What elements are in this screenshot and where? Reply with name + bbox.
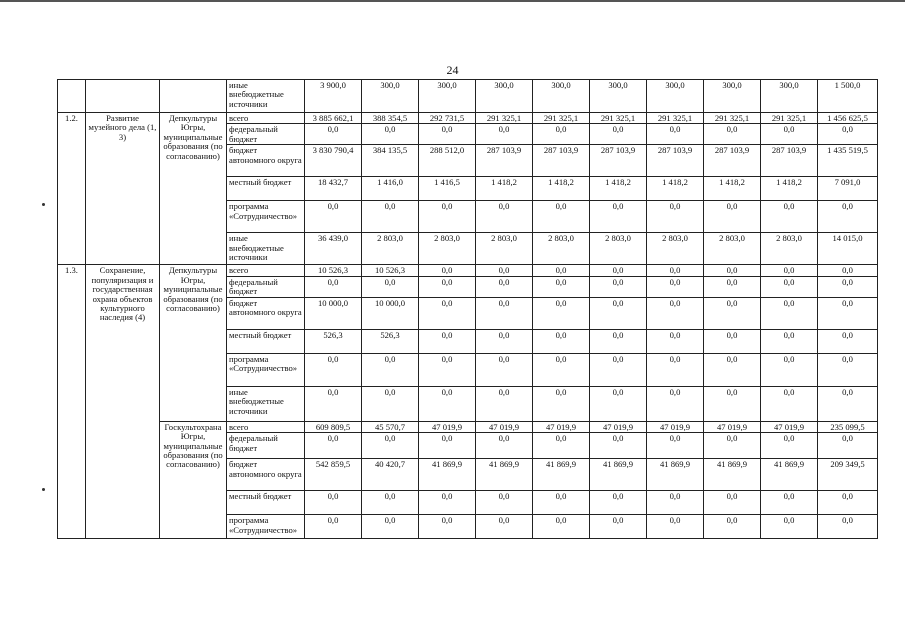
value-cell: 14 015,0 xyxy=(818,233,878,265)
value-cell: 10 000,0 xyxy=(305,297,362,329)
value-cell: 1 418,2 xyxy=(647,177,704,201)
value-cell: 0,0 xyxy=(761,491,818,515)
value-cell: 1 418,2 xyxy=(761,177,818,201)
value-cell: 0,0 xyxy=(476,433,533,459)
value-cell: 0,0 xyxy=(362,124,419,145)
source-label-cell: программа «Сотрудничество» xyxy=(227,201,305,233)
table-row xyxy=(58,113,878,124)
value-cell: 0,0 xyxy=(533,329,590,353)
value-cell: 0,0 xyxy=(761,124,818,145)
row-header-cell: Развитие музейного дела (1, 3) xyxy=(86,113,160,265)
value-cell: 0,0 xyxy=(362,353,419,386)
value-cell: 1 418,2 xyxy=(476,177,533,201)
value-cell: 0,0 xyxy=(704,276,761,297)
value-cell: 0,0 xyxy=(761,329,818,353)
value-cell: 0,0 xyxy=(590,265,647,276)
value-cell: 0,0 xyxy=(362,386,419,421)
source-label-cell: местный бюджет xyxy=(227,329,305,353)
value-cell: 526,3 xyxy=(362,329,419,353)
value-cell: 0,0 xyxy=(533,386,590,421)
value-cell: 0,0 xyxy=(305,353,362,386)
source-label-cell: программа «Сотрудничество» xyxy=(227,515,305,539)
value-cell: 41 869,9 xyxy=(761,459,818,491)
value-cell: 291 325,1 xyxy=(476,113,533,124)
value-cell: 0,0 xyxy=(419,201,476,233)
value-cell: 0,0 xyxy=(818,515,878,539)
value-cell: 2 803,0 xyxy=(419,233,476,265)
value-cell: 287 103,9 xyxy=(533,145,590,177)
source-label-cell: программа «Сотрудничество» xyxy=(227,353,305,386)
value-cell: 292 731,5 xyxy=(419,113,476,124)
value-cell: 287 103,9 xyxy=(704,145,761,177)
value-cell: 287 103,9 xyxy=(647,145,704,177)
value-cell: 0,0 xyxy=(419,386,476,421)
value-cell: 300,0 xyxy=(476,80,533,113)
table-row xyxy=(58,265,878,276)
value-cell: 0,0 xyxy=(362,276,419,297)
table-row xyxy=(58,421,878,432)
value-cell: 0,0 xyxy=(818,276,878,297)
value-cell: 0,0 xyxy=(533,353,590,386)
value-cell: 0,0 xyxy=(590,329,647,353)
value-cell: 0,0 xyxy=(305,276,362,297)
value-cell: 0,0 xyxy=(419,515,476,539)
value-cell: 0,0 xyxy=(419,353,476,386)
value-cell: 0,0 xyxy=(419,329,476,353)
page-number: 24 xyxy=(446,63,459,77)
value-cell: 0,0 xyxy=(533,433,590,459)
value-cell: 0,0 xyxy=(590,353,647,386)
value-cell: 0,0 xyxy=(533,201,590,233)
value-cell: 388 354,5 xyxy=(362,113,419,124)
value-cell: 0,0 xyxy=(476,329,533,353)
value-cell: 2 803,0 xyxy=(704,233,761,265)
row-header-cell: Депкультуры Югры, муниципальные образования (по согласованию) xyxy=(160,265,227,421)
value-cell: 0,0 xyxy=(704,265,761,276)
value-cell: 0,0 xyxy=(419,491,476,515)
value-cell: 47 019,9 xyxy=(590,421,647,432)
value-cell: 0,0 xyxy=(590,515,647,539)
value-cell: 287 103,9 xyxy=(761,145,818,177)
value-cell: 300,0 xyxy=(362,80,419,113)
value-cell: 0,0 xyxy=(704,491,761,515)
value-cell: 0,0 xyxy=(476,201,533,233)
row-header-cell: Сохранение, популяризация и государственная охрана объектов культурного наследия (4) xyxy=(86,265,160,539)
value-cell: 41 869,9 xyxy=(533,459,590,491)
value-cell: 2 803,0 xyxy=(590,233,647,265)
value-cell: 0,0 xyxy=(647,265,704,276)
value-cell: 10 526,3 xyxy=(362,265,419,276)
value-cell: 47 019,9 xyxy=(533,421,590,432)
value-cell: 209 349,5 xyxy=(818,459,878,491)
value-cell: 300,0 xyxy=(761,80,818,113)
value-cell: 0,0 xyxy=(761,386,818,421)
value-cell: 0,0 xyxy=(590,201,647,233)
value-cell: 2 803,0 xyxy=(761,233,818,265)
value-cell: 41 869,9 xyxy=(419,459,476,491)
value-cell: 0,0 xyxy=(533,265,590,276)
table-body xyxy=(58,80,878,539)
value-cell: 1 418,2 xyxy=(704,177,761,201)
value-cell: 0,0 xyxy=(647,491,704,515)
value-cell: 1 418,2 xyxy=(533,177,590,201)
value-cell: 47 019,9 xyxy=(419,421,476,432)
value-cell: 0,0 xyxy=(818,124,878,145)
row-header-cell xyxy=(86,80,160,113)
value-cell: 0,0 xyxy=(533,124,590,145)
value-cell: 0,0 xyxy=(305,201,362,233)
value-cell: 0,0 xyxy=(305,124,362,145)
value-cell: 291 325,1 xyxy=(704,113,761,124)
row-header-cell: Депкультуры Югры, муниципальные образования (по согласованию) xyxy=(160,113,227,265)
value-cell: 47 019,9 xyxy=(476,421,533,432)
value-cell: 0,0 xyxy=(647,353,704,386)
value-cell: 542 859,5 xyxy=(305,459,362,491)
value-cell: 0,0 xyxy=(761,297,818,329)
value-cell: 0,0 xyxy=(590,276,647,297)
source-label-cell: всего xyxy=(227,265,305,276)
value-cell: 0,0 xyxy=(704,329,761,353)
source-label-cell: иные внебюджетные источники xyxy=(227,233,305,265)
value-cell: 2 803,0 xyxy=(476,233,533,265)
value-cell: 0,0 xyxy=(818,201,878,233)
value-cell: 0,0 xyxy=(362,515,419,539)
row-header-cell xyxy=(58,80,86,113)
value-cell: 0,0 xyxy=(533,297,590,329)
value-cell: 0,0 xyxy=(818,297,878,329)
source-label-cell: всего xyxy=(227,421,305,432)
value-cell: 0,0 xyxy=(590,124,647,145)
value-cell: 609 809,5 xyxy=(305,421,362,432)
value-cell: 0,0 xyxy=(647,297,704,329)
value-cell: 0,0 xyxy=(419,265,476,276)
row-header-cell xyxy=(160,80,227,113)
value-cell: 0,0 xyxy=(590,491,647,515)
value-cell: 0,0 xyxy=(590,297,647,329)
value-cell: 300,0 xyxy=(419,80,476,113)
value-cell: 0,0 xyxy=(704,353,761,386)
value-cell: 0,0 xyxy=(704,515,761,539)
value-cell: 0,0 xyxy=(704,297,761,329)
value-cell: 0,0 xyxy=(818,433,878,459)
value-cell: 0,0 xyxy=(704,124,761,145)
value-cell: 0,0 xyxy=(590,386,647,421)
value-cell: 3 830 790,4 xyxy=(305,145,362,177)
table-row xyxy=(58,80,878,113)
value-cell: 300,0 xyxy=(647,80,704,113)
value-cell: 291 325,1 xyxy=(761,113,818,124)
margin-dot xyxy=(42,203,45,206)
source-label-cell: местный бюджет xyxy=(227,491,305,515)
value-cell: 47 019,9 xyxy=(761,421,818,432)
value-cell: 0,0 xyxy=(305,433,362,459)
value-cell: 1 418,2 xyxy=(590,177,647,201)
value-cell: 0,0 xyxy=(647,386,704,421)
value-cell: 0,0 xyxy=(761,265,818,276)
value-cell: 2 803,0 xyxy=(533,233,590,265)
value-cell: 0,0 xyxy=(533,276,590,297)
value-cell: 291 325,1 xyxy=(647,113,704,124)
value-cell: 0,0 xyxy=(818,329,878,353)
value-cell: 45 570,7 xyxy=(362,421,419,432)
value-cell: 0,0 xyxy=(818,386,878,421)
value-cell: 0,0 xyxy=(761,276,818,297)
value-cell: 0,0 xyxy=(419,433,476,459)
budget-table xyxy=(57,79,878,539)
value-cell: 0,0 xyxy=(647,201,704,233)
value-cell: 1 416,0 xyxy=(362,177,419,201)
value-cell: 7 091,0 xyxy=(818,177,878,201)
value-cell: 0,0 xyxy=(476,124,533,145)
value-cell: 2 803,0 xyxy=(647,233,704,265)
source-label-cell: федеральный бюджет xyxy=(227,433,305,459)
value-cell: 384 135,5 xyxy=(362,145,419,177)
value-cell: 0,0 xyxy=(305,491,362,515)
value-cell: 0,0 xyxy=(647,433,704,459)
source-label-cell: бюджет автономного округа xyxy=(227,297,305,329)
value-cell: 287 103,9 xyxy=(590,145,647,177)
value-cell: 0,0 xyxy=(476,297,533,329)
value-cell: 10 526,3 xyxy=(305,265,362,276)
source-label-cell: бюджет автономного округа xyxy=(227,459,305,491)
value-cell: 18 432,7 xyxy=(305,177,362,201)
value-cell: 0,0 xyxy=(476,353,533,386)
value-cell: 300,0 xyxy=(533,80,590,113)
value-cell: 0,0 xyxy=(761,433,818,459)
value-cell: 41 869,9 xyxy=(647,459,704,491)
value-cell: 0,0 xyxy=(647,124,704,145)
source-label-cell: иные внебюджетные источники xyxy=(227,80,305,113)
value-cell: 47 019,9 xyxy=(704,421,761,432)
value-cell: 0,0 xyxy=(761,515,818,539)
value-cell: 0,0 xyxy=(704,433,761,459)
value-cell: 0,0 xyxy=(818,265,878,276)
value-cell: 0,0 xyxy=(818,491,878,515)
value-cell: 526,3 xyxy=(305,329,362,353)
value-cell: 36 439,0 xyxy=(305,233,362,265)
value-cell: 2 803,0 xyxy=(362,233,419,265)
value-cell: 300,0 xyxy=(590,80,647,113)
value-cell: 0,0 xyxy=(476,491,533,515)
value-cell: 0,0 xyxy=(476,265,533,276)
source-label-cell: федеральный бюджет xyxy=(227,276,305,297)
source-label-cell: бюджет автономного округа xyxy=(227,145,305,177)
value-cell: 3 900,0 xyxy=(305,80,362,113)
margin-dot xyxy=(42,488,45,491)
value-cell: 40 420,7 xyxy=(362,459,419,491)
value-cell: 0,0 xyxy=(419,276,476,297)
scan-edge xyxy=(0,0,905,9)
value-cell: 0,0 xyxy=(818,353,878,386)
source-label-cell: всего xyxy=(227,113,305,124)
value-cell: 1 416,5 xyxy=(419,177,476,201)
value-cell: 3 885 662,1 xyxy=(305,113,362,124)
value-cell: 47 019,9 xyxy=(647,421,704,432)
value-cell: 10 000,0 xyxy=(362,297,419,329)
value-cell: 41 869,9 xyxy=(476,459,533,491)
value-cell: 1 456 625,5 xyxy=(818,113,878,124)
value-cell: 0,0 xyxy=(476,276,533,297)
value-cell: 0,0 xyxy=(305,386,362,421)
value-cell: 1 435 519,5 xyxy=(818,145,878,177)
value-cell: 41 869,9 xyxy=(704,459,761,491)
value-cell: 1 500,0 xyxy=(818,80,878,113)
value-cell: 291 325,1 xyxy=(590,113,647,124)
value-cell: 0,0 xyxy=(590,433,647,459)
row-header-cell: 1.2. xyxy=(58,113,86,265)
source-label-cell: местный бюджет xyxy=(227,177,305,201)
value-cell: 0,0 xyxy=(533,515,590,539)
value-cell: 0,0 xyxy=(761,353,818,386)
value-cell: 0,0 xyxy=(761,201,818,233)
value-cell: 0,0 xyxy=(305,515,362,539)
value-cell: 0,0 xyxy=(362,491,419,515)
value-cell: 0,0 xyxy=(419,124,476,145)
value-cell: 0,0 xyxy=(704,201,761,233)
value-cell: 0,0 xyxy=(704,386,761,421)
value-cell: 291 325,1 xyxy=(533,113,590,124)
value-cell: 287 103,9 xyxy=(476,145,533,177)
source-label-cell: федеральный бюджет xyxy=(227,124,305,145)
value-cell: 300,0 xyxy=(704,80,761,113)
value-cell: 235 099,5 xyxy=(818,421,878,432)
value-cell: 0,0 xyxy=(533,491,590,515)
value-cell: 0,0 xyxy=(647,329,704,353)
value-cell: 0,0 xyxy=(647,276,704,297)
value-cell: 0,0 xyxy=(419,297,476,329)
value-cell: 0,0 xyxy=(476,515,533,539)
value-cell: 288 512,0 xyxy=(419,145,476,177)
value-cell: 0,0 xyxy=(362,201,419,233)
value-cell: 41 869,9 xyxy=(590,459,647,491)
row-header-cell: Госкультохрана Югры, муниципальные образования (по согласованию) xyxy=(160,421,227,538)
value-cell: 0,0 xyxy=(647,515,704,539)
row-header-cell: 1.3. xyxy=(58,265,86,539)
value-cell: 0,0 xyxy=(362,433,419,459)
source-label-cell: иные внебюджетные источники xyxy=(227,386,305,421)
value-cell: 0,0 xyxy=(476,386,533,421)
